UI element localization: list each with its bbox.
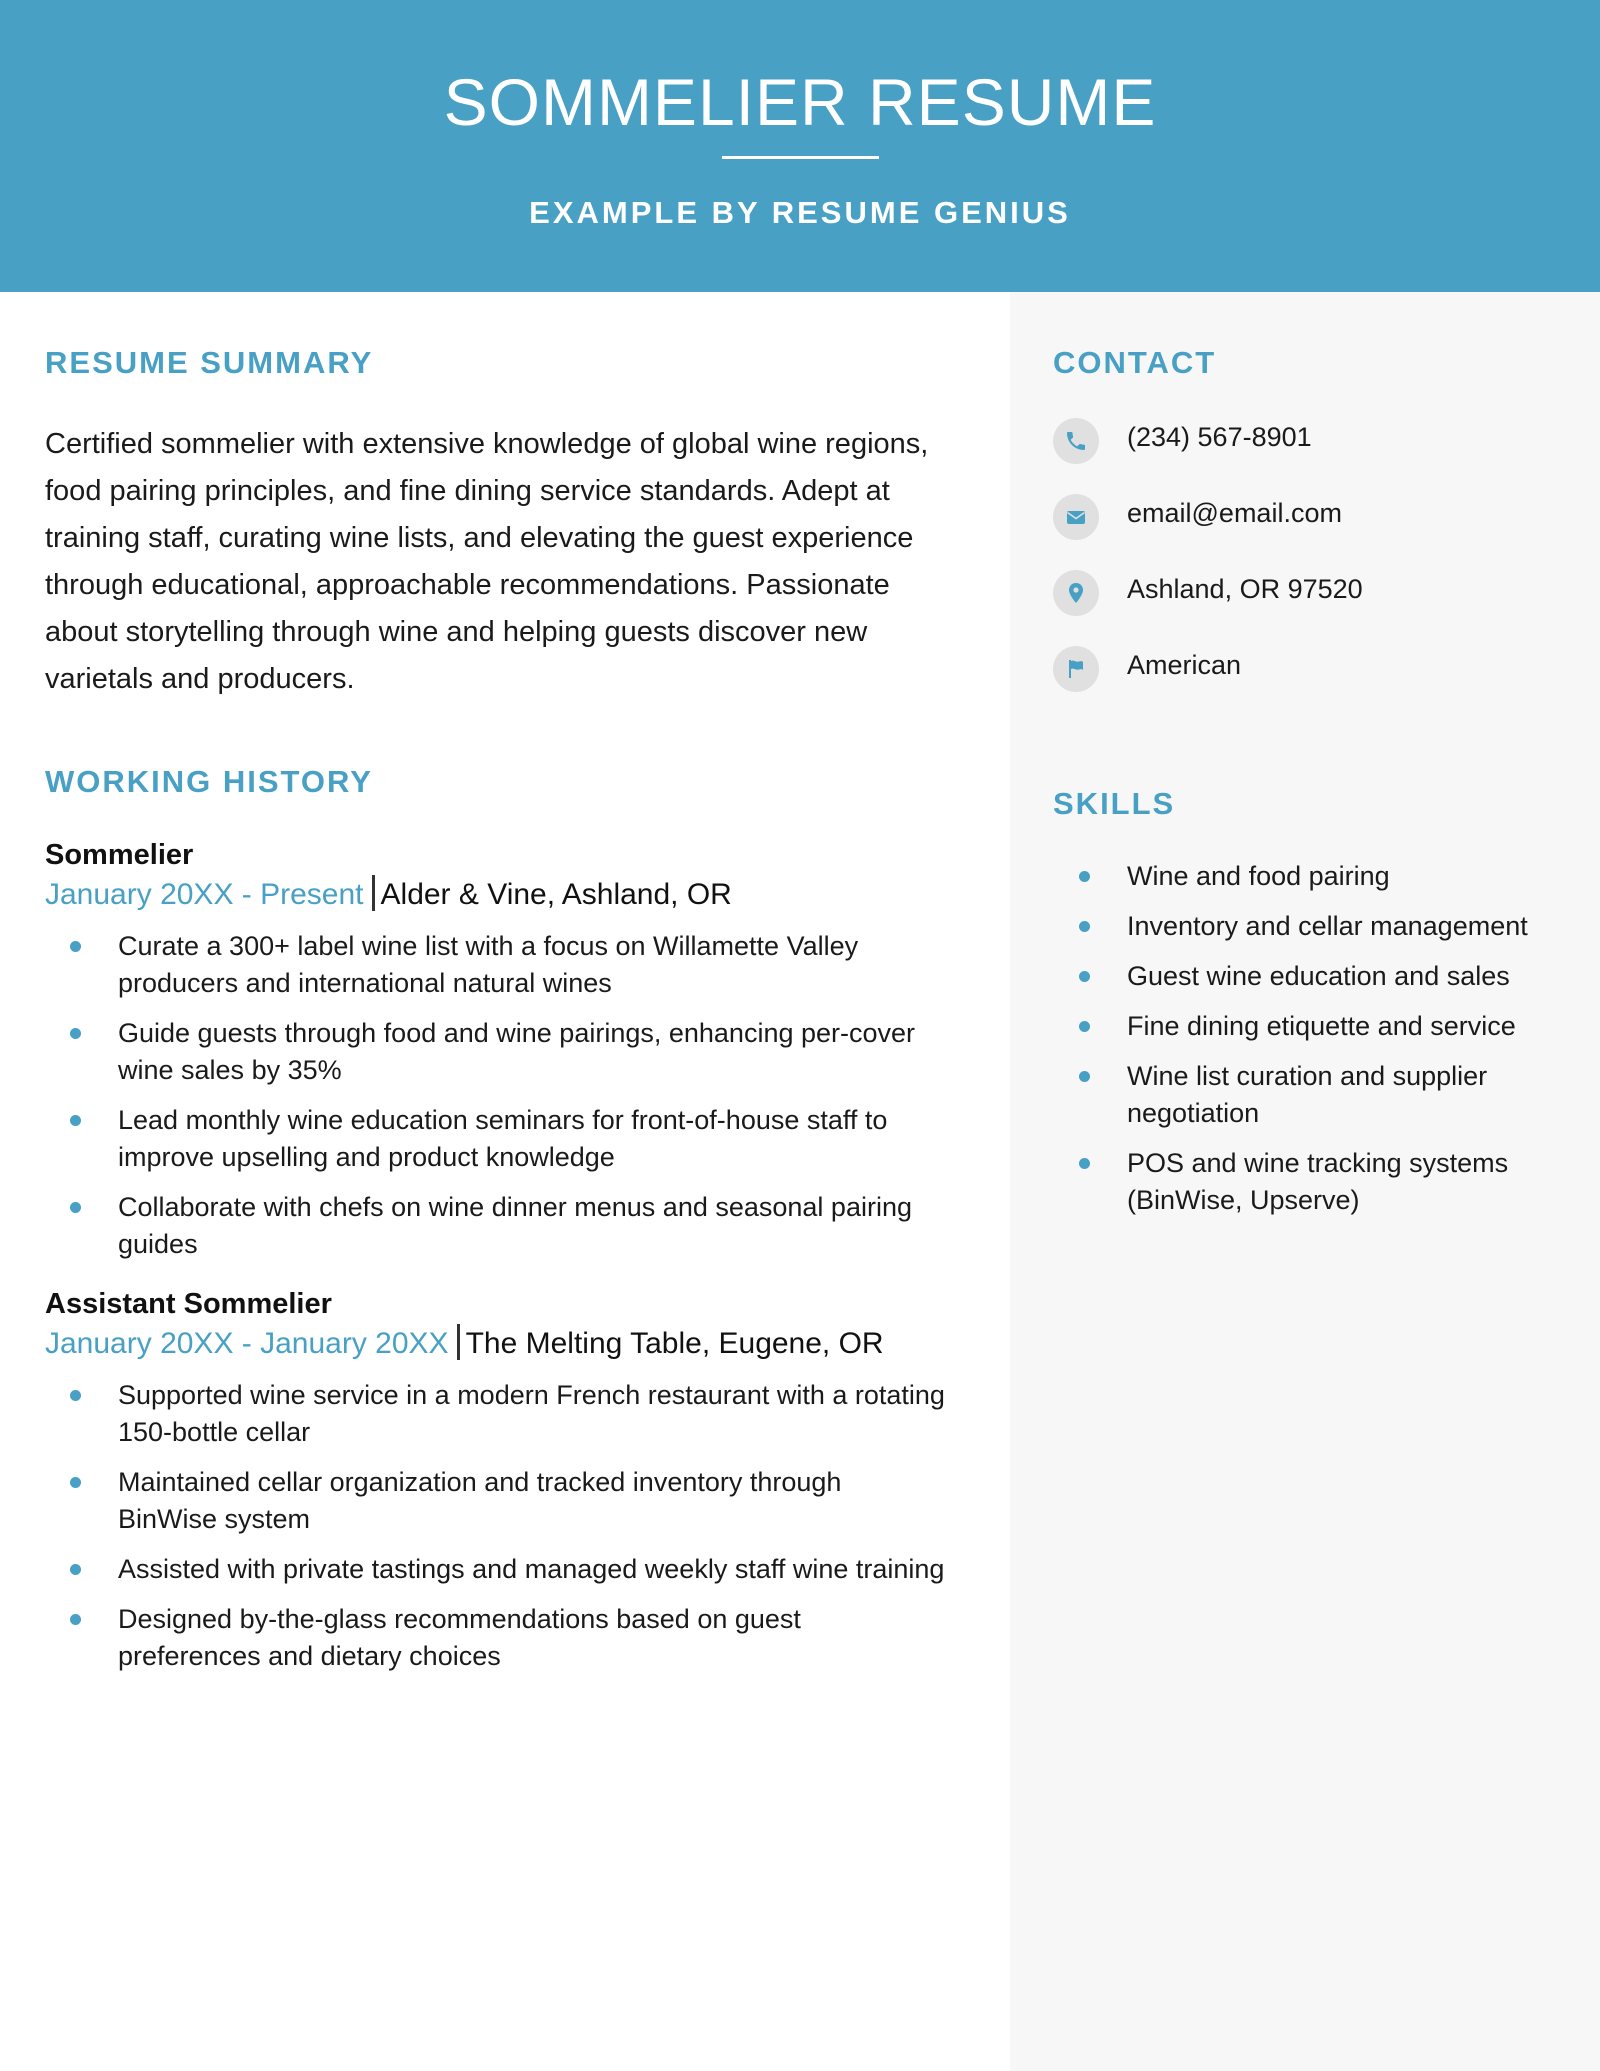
skill-text: Inventory and cellar management <box>1127 911 1528 941</box>
bullet-dot-icon <box>70 1477 81 1488</box>
summary-heading: RESUME SUMMARY <box>45 345 374 380</box>
bullet-dot-icon <box>1079 921 1090 932</box>
job-company: The Melting Table, Eugene, OR <box>465 1327 884 1360</box>
list-item <box>45 928 945 1002</box>
contact-location-text: Ashland, OR 97520 <box>1127 574 1363 604</box>
email-icon <box>1053 494 1099 540</box>
job-bullet-list <box>45 1377 945 1688</box>
job-title: Assistant Sommelier <box>45 1288 332 1320</box>
summary-text: Certified sommelier with extensive knowledge of global wine regions, food pairing principles, and fine dining service standards. Adept at training staff, curating wine lists, and elevating the guest experience through educational, approachable recommendations. Passionate about storytelling through wine and helping guests discover new varietals and producers. <box>45 428 929 695</box>
list-item-text: Maintained cellar organization and tracked inventory through BinWise system <box>118 1467 842 1534</box>
job-meta <box>45 875 732 915</box>
bullet-dot-icon <box>1079 1158 1090 1169</box>
list-item <box>45 1015 945 1089</box>
contact-email <box>1053 494 1573 540</box>
list-item-text: Assisted with private tastings and managed weekly staff wine training <box>118 1554 945 1584</box>
skill-text: Wine and food pairing <box>1127 861 1390 891</box>
list-item <box>1053 908 1573 945</box>
list-item-text: Curate a 300+ label wine list with a focus on Willamette Valley producers and international natural wines <box>118 931 859 998</box>
list-item-text: Guide guests through food and wine pairings, enhancing per-cover wine sales by 35% <box>118 1018 916 1085</box>
bullet-dot-icon <box>70 941 81 952</box>
list-item <box>45 1189 945 1263</box>
job-separator <box>457 1324 460 1360</box>
list-item-text: Lead monthly wine education seminars for front-of-house staff to improve upselling and product knowledge <box>118 1105 888 1172</box>
list-item-text: Supported wine service in a modern French restaurant with a rotating 150-bottle cellar <box>118 1380 945 1447</box>
list-item <box>45 1102 945 1176</box>
contact-location <box>1053 570 1573 616</box>
job-dates: January 20XX - January 20XX <box>45 1327 449 1360</box>
location-pin-icon <box>1053 570 1099 616</box>
list-item <box>1053 1058 1573 1132</box>
contact-heading: CONTACT <box>1053 345 1217 380</box>
history-heading: WORKING HISTORY <box>45 764 373 799</box>
list-item-text: Designed by-the-glass recommendations based on guest preferences and dietary choices <box>118 1604 801 1671</box>
bullet-dot-icon <box>70 1115 81 1126</box>
skills-list <box>1053 858 1573 1232</box>
skills-heading: SKILLS <box>1053 786 1176 821</box>
job-company: Alder & Vine, Ashland, OR <box>380 878 732 911</box>
contact-phone <box>1053 418 1573 464</box>
job-title: Sommelier <box>45 839 194 871</box>
skill-text: Fine dining etiquette and service <box>1127 1011 1516 1041</box>
list-item <box>45 1601 945 1675</box>
title-divider <box>722 156 879 159</box>
contact-nationality <box>1053 646 1573 692</box>
job-separator <box>372 875 375 911</box>
phone-icon <box>1053 418 1099 464</box>
bullet-dot-icon <box>1079 871 1090 882</box>
list-item-text: Collaborate with chefs on wine dinner menus and seasonal pairing guides <box>118 1192 912 1259</box>
contact-email-text: email@email.com <box>1127 498 1342 528</box>
list-item <box>45 1464 945 1538</box>
contact-nationality-text: American <box>1127 650 1242 680</box>
list-item <box>45 1377 945 1451</box>
bullet-dot-icon <box>1079 971 1090 982</box>
page-title: SOMMELIER RESUME <box>443 65 1157 139</box>
contact-phone-text: (234) 567-8901 <box>1127 422 1312 452</box>
list-item <box>1053 858 1573 895</box>
job-dates: January 20XX - Present <box>45 878 364 911</box>
bullet-dot-icon <box>70 1202 81 1213</box>
list-item <box>1053 1008 1573 1045</box>
bullet-dot-icon <box>1079 1021 1090 1032</box>
job-bullet-list <box>45 928 945 1276</box>
bullet-dot-icon <box>70 1614 81 1625</box>
header-banner <box>0 0 1600 292</box>
skill-text: POS and wine tracking systems (BinWise, Upserve) <box>1127 1148 1509 1215</box>
list-item <box>1053 958 1573 995</box>
skill-text: Wine list curation and supplier negotiation <box>1127 1061 1488 1128</box>
bullet-dot-icon <box>1079 1071 1090 1082</box>
list-item <box>45 1551 945 1588</box>
list-item <box>1053 1145 1573 1219</box>
bullet-dot-icon <box>70 1390 81 1401</box>
bullet-dot-icon <box>70 1564 81 1575</box>
skill-text: Guest wine education and sales <box>1127 961 1510 991</box>
page-subtitle: EXAMPLE BY RESUME GENIUS <box>529 195 1071 230</box>
job-meta <box>45 1324 884 1364</box>
bullet-dot-icon <box>70 1028 81 1039</box>
flag-icon <box>1053 646 1099 692</box>
